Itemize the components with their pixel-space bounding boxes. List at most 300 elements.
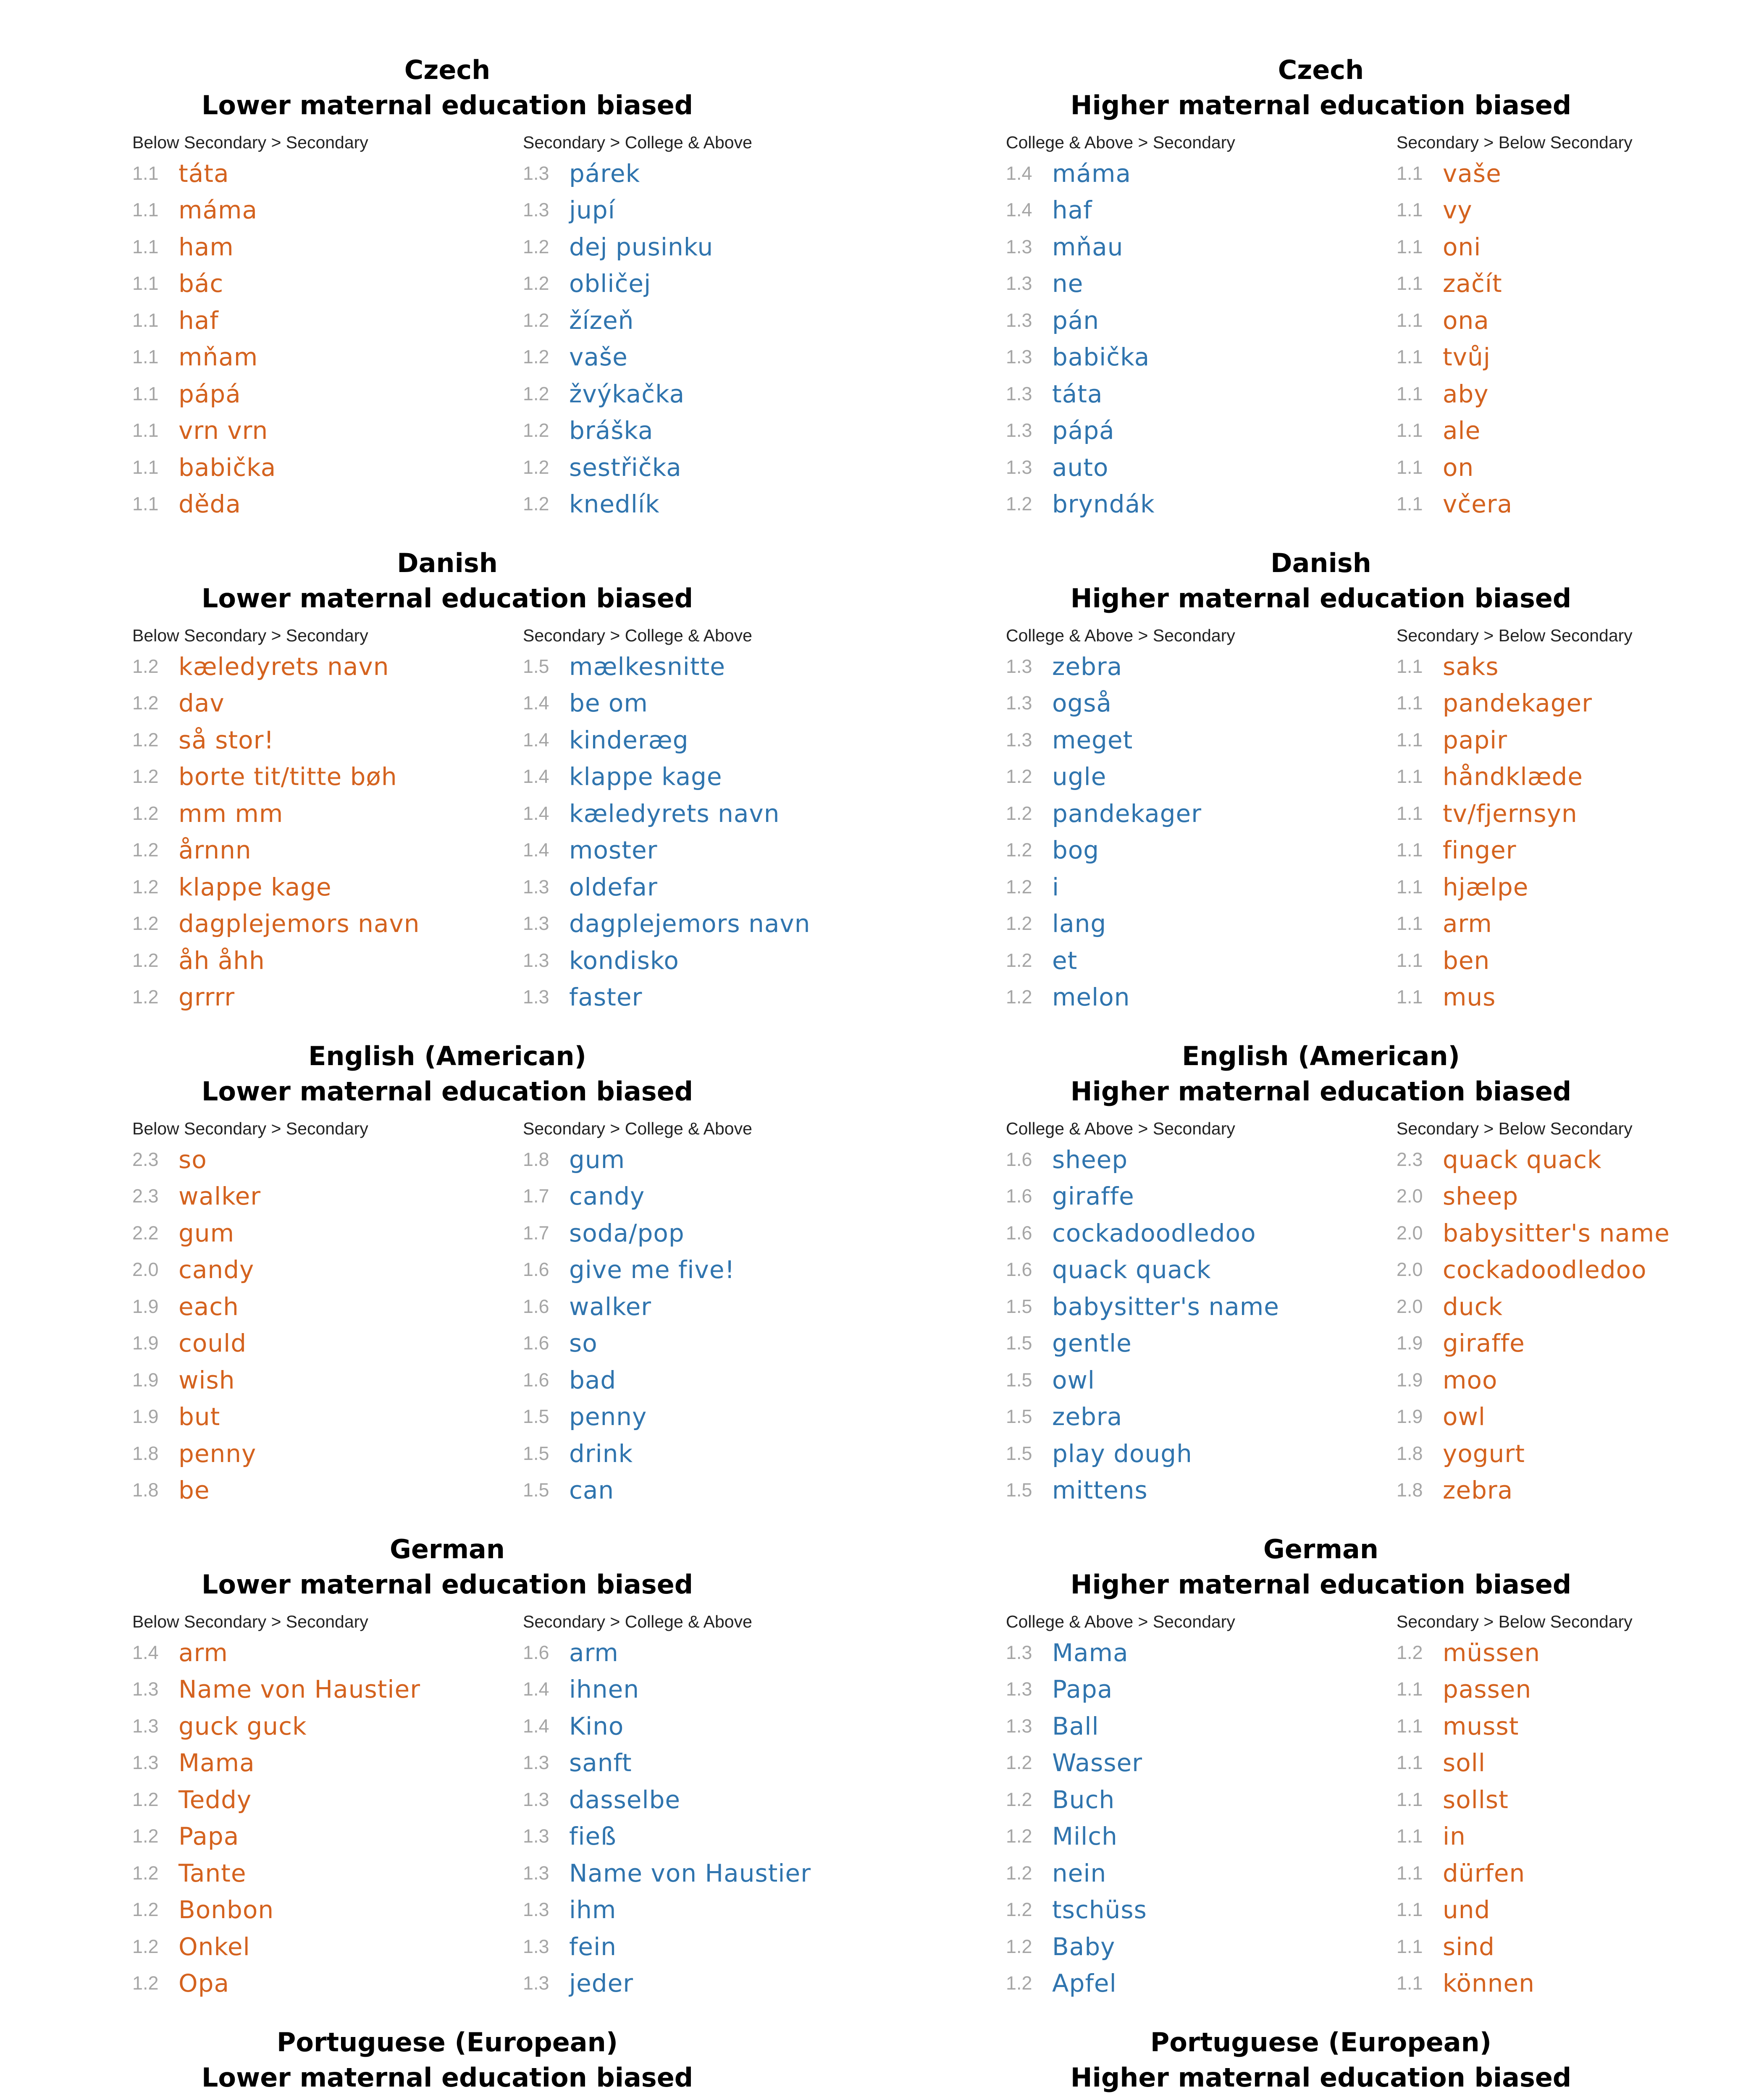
word-row — [132, 375, 368, 412]
word: vaše — [569, 343, 628, 372]
word-row — [523, 1141, 752, 1178]
word: Opa — [178, 1969, 230, 1998]
bias-score: 1.1 — [1396, 273, 1423, 294]
word-row — [523, 1928, 811, 1965]
word-row — [1396, 1892, 1633, 1929]
word: mus — [1443, 983, 1496, 1012]
bias-score: 1.1 — [1396, 949, 1423, 971]
word: pápá — [1052, 416, 1115, 445]
bias-score: 1.6 — [523, 1369, 549, 1391]
word-row — [1396, 1325, 1670, 1362]
word-row — [523, 375, 752, 412]
word: årnnn — [178, 836, 252, 865]
word-row — [523, 449, 752, 486]
word-row — [523, 339, 752, 376]
bias-score: 1.2 — [132, 766, 159, 788]
word-row — [523, 1399, 752, 1436]
panel-language: Czech — [1278, 55, 1364, 85]
word-row — [1396, 1634, 1633, 1671]
bias-score: 1.2 — [132, 876, 159, 898]
word-row — [132, 869, 420, 906]
word-row — [132, 906, 420, 942]
word-row — [523, 1472, 752, 1509]
word: Papa — [178, 1822, 239, 1851]
word: borte tit/titte bøh — [178, 762, 397, 791]
bias-score: 1.5 — [523, 1479, 549, 1501]
panel-higher-1 — [1006, 546, 1636, 1012]
bias-score: 1.8 — [132, 1442, 159, 1464]
panel-lower-4 — [132, 2025, 762, 2095]
word-row — [1396, 648, 1633, 685]
word-row — [132, 1399, 368, 1436]
bias-score: 1.4 — [523, 1715, 549, 1737]
bias-score: 1.2 — [1006, 1788, 1032, 1810]
word-column — [1006, 1116, 1279, 1509]
word: mittens — [1052, 1476, 1148, 1505]
word-row — [1006, 1634, 1235, 1671]
bias-score: 1.5 — [1006, 1369, 1032, 1391]
word-row — [1006, 906, 1235, 942]
word-row — [523, 1252, 752, 1289]
bias-score: 1.2 — [1006, 1972, 1032, 1994]
word-row — [132, 1288, 368, 1325]
word: dagplejemors navn — [569, 909, 811, 938]
word: give me five! — [569, 1255, 735, 1284]
word: vrn vrn — [178, 416, 268, 445]
bias-score: 1.3 — [523, 1825, 549, 1847]
word: Milch — [1052, 1822, 1118, 1851]
bias-score: 1.7 — [523, 1185, 549, 1207]
bias-score: 1.1 — [1396, 692, 1423, 714]
word: saks — [1443, 652, 1499, 681]
word-row — [1396, 685, 1633, 722]
word: včera — [1443, 490, 1513, 519]
word: giraffe — [1052, 1182, 1134, 1211]
word-row — [1006, 1671, 1235, 1708]
word: sheep — [1443, 1182, 1519, 1211]
word-row — [1006, 1252, 1279, 1289]
bias-score: 1.9 — [1396, 1406, 1423, 1428]
panel-language: Czech — [404, 55, 491, 85]
bias-score: 1.4 — [523, 766, 549, 788]
word: kinderæg — [569, 725, 689, 754]
column-header: Below Secondary > Secondary — [132, 133, 368, 152]
word-row — [523, 1855, 811, 1892]
bias-score: 1.2 — [1006, 802, 1032, 824]
word: oldefar — [569, 872, 658, 901]
word: each — [178, 1292, 239, 1321]
word: i — [1052, 872, 1060, 901]
word-row — [1396, 1288, 1670, 1325]
word-row — [523, 906, 810, 942]
word-row — [1006, 1965, 1235, 2002]
bias-score: 1.9 — [132, 1332, 159, 1354]
word-row — [1006, 942, 1235, 979]
word: děda — [178, 490, 241, 519]
column-header: College & Above > Secondary — [1006, 1612, 1235, 1631]
word: babysitter's name — [1052, 1292, 1279, 1321]
bias-score: 1.1 — [1396, 1972, 1423, 1994]
panel-higher-0 — [1006, 52, 1636, 519]
word: moo — [1443, 1365, 1498, 1394]
word: walker — [569, 1292, 652, 1321]
panel-lower-0 — [132, 52, 762, 519]
word-column — [1396, 623, 1633, 1016]
bias-score: 1.1 — [132, 493, 159, 515]
word-row — [523, 795, 810, 832]
bias-score: 1.3 — [523, 1972, 549, 1994]
panel-subtitle: Higher maternal education biased — [1070, 583, 1572, 614]
word: sollst — [1443, 1785, 1509, 1814]
word: ugle — [1052, 762, 1107, 791]
bias-score: 1.1 — [1396, 1935, 1423, 1957]
bias-score: 1.2 — [1006, 986, 1032, 1008]
bias-score: 2.0 — [1396, 1259, 1423, 1281]
word-row — [1006, 869, 1235, 906]
column-header: Secondary > College & Above — [523, 1612, 752, 1631]
panel-subtitle: Lower maternal education biased — [201, 583, 693, 614]
word: bad — [569, 1365, 617, 1394]
word-row — [523, 1892, 811, 1929]
word: mňau — [1052, 232, 1124, 261]
word: in — [1443, 1822, 1466, 1851]
word: soll — [1443, 1748, 1486, 1777]
word-row — [132, 412, 368, 449]
word-row — [523, 1708, 811, 1745]
word-row — [1006, 1141, 1279, 1178]
word-row — [1006, 722, 1235, 759]
word-row — [523, 1818, 811, 1855]
word-column — [132, 623, 420, 1016]
bias-score: 1.2 — [132, 655, 159, 677]
word-row — [132, 1215, 368, 1252]
bias-score: 1.5 — [1006, 1406, 1032, 1428]
word: duck — [1443, 1292, 1503, 1321]
word: babysitter's name — [1443, 1218, 1670, 1247]
word: soda/pop — [569, 1218, 685, 1247]
word-row — [132, 339, 368, 376]
word-row — [132, 1928, 420, 1965]
bias-score: 1.1 — [1396, 839, 1423, 861]
bias-score: 1.3 — [1006, 420, 1032, 441]
bias-score: 1.4 — [523, 839, 549, 861]
word: Name von Haustier — [569, 1858, 811, 1887]
word: zebra — [1443, 1476, 1513, 1505]
bias-score: 1.3 — [1006, 692, 1032, 714]
word-row — [1006, 648, 1235, 685]
panel-subtitle: Lower maternal education biased — [201, 1569, 693, 1600]
bias-score: 1.1 — [132, 383, 159, 404]
word-row — [132, 228, 368, 265]
word-column — [1396, 1609, 1633, 2002]
word: mňam — [178, 343, 258, 372]
bias-score: 1.1 — [132, 309, 159, 331]
word: aby — [1443, 379, 1489, 408]
panel-language: Portuguese (European) — [1150, 2027, 1492, 2058]
bias-score: 1.5 — [1006, 1479, 1032, 1501]
word: nein — [1052, 1858, 1107, 1887]
word: so — [569, 1329, 598, 1358]
word-row — [1396, 1708, 1633, 1745]
word-row — [132, 832, 420, 869]
word-column — [132, 1116, 368, 1509]
word: ne — [1052, 269, 1084, 298]
bias-score: 1.3 — [523, 876, 549, 898]
word-row — [1006, 1855, 1235, 1892]
word-row — [132, 192, 368, 229]
panel-subtitle: Higher maternal education biased — [1070, 1076, 1572, 1107]
word: táta — [1052, 379, 1103, 408]
word: dav — [178, 689, 225, 718]
panel-language: English (American) — [308, 1041, 586, 1071]
word: žvýkačka — [569, 379, 685, 408]
column-header: College & Above > Secondary — [1006, 1119, 1235, 1138]
panel-subtitle: Lower maternal education biased — [201, 1076, 693, 1107]
word: tschüss — [1052, 1895, 1147, 1924]
word-row — [1006, 1472, 1279, 1509]
bias-score: 1.3 — [132, 1678, 159, 1700]
bias-score: 1.3 — [132, 1752, 159, 1774]
word: máma — [178, 196, 258, 225]
bias-score: 1.2 — [1006, 1899, 1032, 1921]
word: Papa — [1052, 1675, 1113, 1704]
word: haf — [1052, 196, 1092, 225]
bias-score: 2.3 — [132, 1185, 159, 1207]
word: und — [1443, 1895, 1491, 1924]
word-row — [1396, 1252, 1670, 1289]
bias-score: 1.2 — [1006, 876, 1032, 898]
word-row — [132, 1708, 420, 1745]
bias-score: 1.3 — [1006, 1715, 1032, 1737]
word: sind — [1443, 1932, 1495, 1961]
word: klappe kage — [178, 872, 332, 901]
word-row — [132, 1252, 368, 1289]
bias-score: 2.0 — [1396, 1222, 1423, 1244]
bias-score: 1.2 — [523, 273, 549, 294]
bias-score: 1.6 — [1006, 1222, 1032, 1244]
bias-score: 1.7 — [523, 1222, 549, 1244]
bias-score: 1.2 — [1006, 1862, 1032, 1884]
word-row — [1006, 1362, 1279, 1399]
word-row — [523, 1965, 811, 2002]
word-row — [1006, 1928, 1235, 1965]
bias-score: 2.3 — [1396, 1148, 1423, 1170]
word-row — [1006, 1288, 1279, 1325]
word-row — [523, 1435, 752, 1472]
word-row — [1396, 795, 1633, 832]
bias-score: 1.6 — [523, 1259, 549, 1281]
word: sheep — [1052, 1145, 1128, 1174]
bias-score: 1.1 — [132, 346, 159, 368]
word: bryndák — [1052, 490, 1155, 519]
word-row — [1396, 1745, 1633, 1782]
bias-score: 1.6 — [1006, 1185, 1032, 1207]
word-row — [523, 192, 752, 229]
bias-score: 1.1 — [1396, 1788, 1423, 1810]
bias-score: 1.3 — [1006, 729, 1032, 751]
column-header: Secondary > Below Secondary — [1396, 1119, 1633, 1138]
word: pandekager — [1443, 689, 1593, 718]
word: gum — [569, 1145, 625, 1174]
word-column — [523, 130, 752, 522]
bias-score: 1.1 — [132, 162, 159, 184]
word-row — [1006, 1745, 1235, 1782]
bias-score: 1.1 — [1396, 876, 1423, 898]
bias-score: 1.8 — [1396, 1479, 1423, 1501]
bias-score: 1.2 — [132, 913, 159, 934]
word: lang — [1052, 909, 1107, 938]
word: penny — [178, 1439, 257, 1468]
bias-score: 1.1 — [1396, 1715, 1423, 1737]
word: kæledyrets navn — [569, 799, 780, 828]
word-row — [132, 1745, 420, 1782]
column-header: College & Above > Secondary — [1006, 626, 1235, 645]
word-row — [523, 1178, 752, 1215]
bias-score: 2.0 — [1396, 1295, 1423, 1317]
word: začít — [1443, 269, 1502, 298]
bias-score: 1.5 — [523, 1442, 549, 1464]
bias-score: 1.2 — [523, 346, 549, 368]
word: grrrr — [178, 983, 235, 1012]
bias-score: 1.1 — [1396, 913, 1423, 934]
bias-score: 1.2 — [523, 236, 549, 257]
word: quack quack — [1443, 1145, 1602, 1174]
bias-score: 1.2 — [523, 383, 549, 404]
bias-score: 1.1 — [1396, 766, 1423, 788]
word-row — [1396, 832, 1633, 869]
word-row — [132, 1141, 368, 1178]
word-row — [1396, 1178, 1670, 1215]
word-row — [1006, 265, 1235, 302]
word: play dough — [1052, 1439, 1192, 1468]
word: candy — [569, 1182, 645, 1211]
word-column — [1396, 130, 1633, 522]
word-row — [132, 648, 420, 685]
word: guck guck — [178, 1712, 307, 1740]
word: åh åhh — [178, 946, 265, 975]
word-row — [1006, 449, 1235, 486]
word-column — [1006, 130, 1235, 522]
bias-score: 1.1 — [1396, 1862, 1423, 1884]
word: žízeň — [569, 306, 634, 335]
word-row — [1396, 1435, 1670, 1472]
panel-language: German — [389, 1534, 505, 1564]
word-row — [1396, 1781, 1633, 1818]
word-column — [132, 130, 368, 522]
word-row — [1396, 1965, 1633, 2002]
word-row — [1396, 979, 1633, 1016]
bias-score: 1.2 — [132, 802, 159, 824]
word: kondisko — [569, 946, 679, 975]
bias-score: 1.6 — [523, 1332, 549, 1354]
bias-score: 1.5 — [1006, 1332, 1032, 1354]
bias-score: 1.1 — [1396, 309, 1423, 331]
word: Baby — [1052, 1932, 1116, 1961]
bias-score: 1.2 — [132, 1899, 159, 1921]
word-row — [132, 1965, 420, 2002]
word-row — [523, 1634, 811, 1671]
word-row — [523, 759, 810, 795]
word-row — [1396, 1928, 1633, 1965]
word: Apfel — [1052, 1969, 1117, 1998]
word-row — [523, 412, 752, 449]
bias-score: 1.3 — [523, 913, 549, 934]
word: giraffe — [1443, 1329, 1525, 1358]
bias-score: 1.1 — [1396, 162, 1423, 184]
word-row — [1006, 759, 1235, 795]
word-row — [132, 1325, 368, 1362]
word-row — [1006, 1325, 1279, 1362]
column-header: College & Above > Secondary — [1006, 133, 1235, 152]
word: musst — [1443, 1712, 1519, 1740]
word: tv/fjernsyn — [1443, 799, 1578, 828]
word: cockadoodledoo — [1443, 1255, 1647, 1284]
bias-score: 2.2 — [132, 1222, 159, 1244]
bias-score: 1.3 — [523, 1935, 549, 1957]
bias-score: 1.4 — [523, 729, 549, 751]
word: obličej — [569, 269, 651, 298]
bias-score: 1.4 — [523, 1678, 549, 1700]
word-row — [523, 1288, 752, 1325]
panel-language: Danish — [397, 548, 498, 578]
word: jeder — [569, 1969, 634, 1998]
word-row — [1396, 869, 1633, 906]
bias-score: 1.3 — [1006, 655, 1032, 677]
panel-language: Danish — [1270, 548, 1371, 578]
word-row — [523, 979, 810, 1016]
word: vaše — [1443, 159, 1502, 188]
panel-lower-1 — [132, 546, 811, 1012]
word-row — [523, 648, 810, 685]
panel-higher-2 — [1006, 1039, 1670, 1505]
word-column — [132, 1609, 420, 2002]
word-row — [132, 1781, 420, 1818]
bias-score: 1.1 — [1396, 236, 1423, 257]
word: Kino — [569, 1712, 624, 1740]
word-row — [132, 685, 420, 722]
panel-higher-3 — [1006, 1532, 1636, 1998]
word: jupí — [569, 196, 615, 225]
bias-score: 1.3 — [1006, 1641, 1032, 1663]
word-row — [523, 869, 810, 906]
word-row — [1396, 1671, 1633, 1708]
word: arm — [1443, 909, 1492, 938]
word-column — [1006, 623, 1235, 1016]
word-row — [132, 486, 368, 523]
bias-score: 1.9 — [132, 1406, 159, 1428]
bias-score: 1.5 — [1006, 1442, 1032, 1464]
word-row — [523, 265, 752, 302]
word: kæledyrets navn — [178, 652, 389, 681]
panel-language: Portuguese (European) — [276, 2027, 618, 2058]
bias-score: 1.3 — [1006, 309, 1032, 331]
bias-score: 1.3 — [523, 199, 549, 221]
word: yogurt — [1443, 1439, 1525, 1468]
bias-score: 1.2 — [523, 456, 549, 478]
bias-score: 1.2 — [523, 309, 549, 331]
word-row — [1396, 942, 1633, 979]
word: Teddy — [178, 1785, 252, 1814]
word: moster — [569, 836, 658, 865]
bias-score: 1.3 — [1006, 456, 1032, 478]
word-row — [1396, 1855, 1633, 1892]
word-row — [523, 1745, 811, 1782]
bias-score: 1.3 — [523, 1752, 549, 1774]
word-row — [132, 942, 420, 979]
bias-score: 1.2 — [132, 839, 159, 861]
word-row — [523, 1671, 811, 1708]
word: papir — [1443, 725, 1508, 754]
